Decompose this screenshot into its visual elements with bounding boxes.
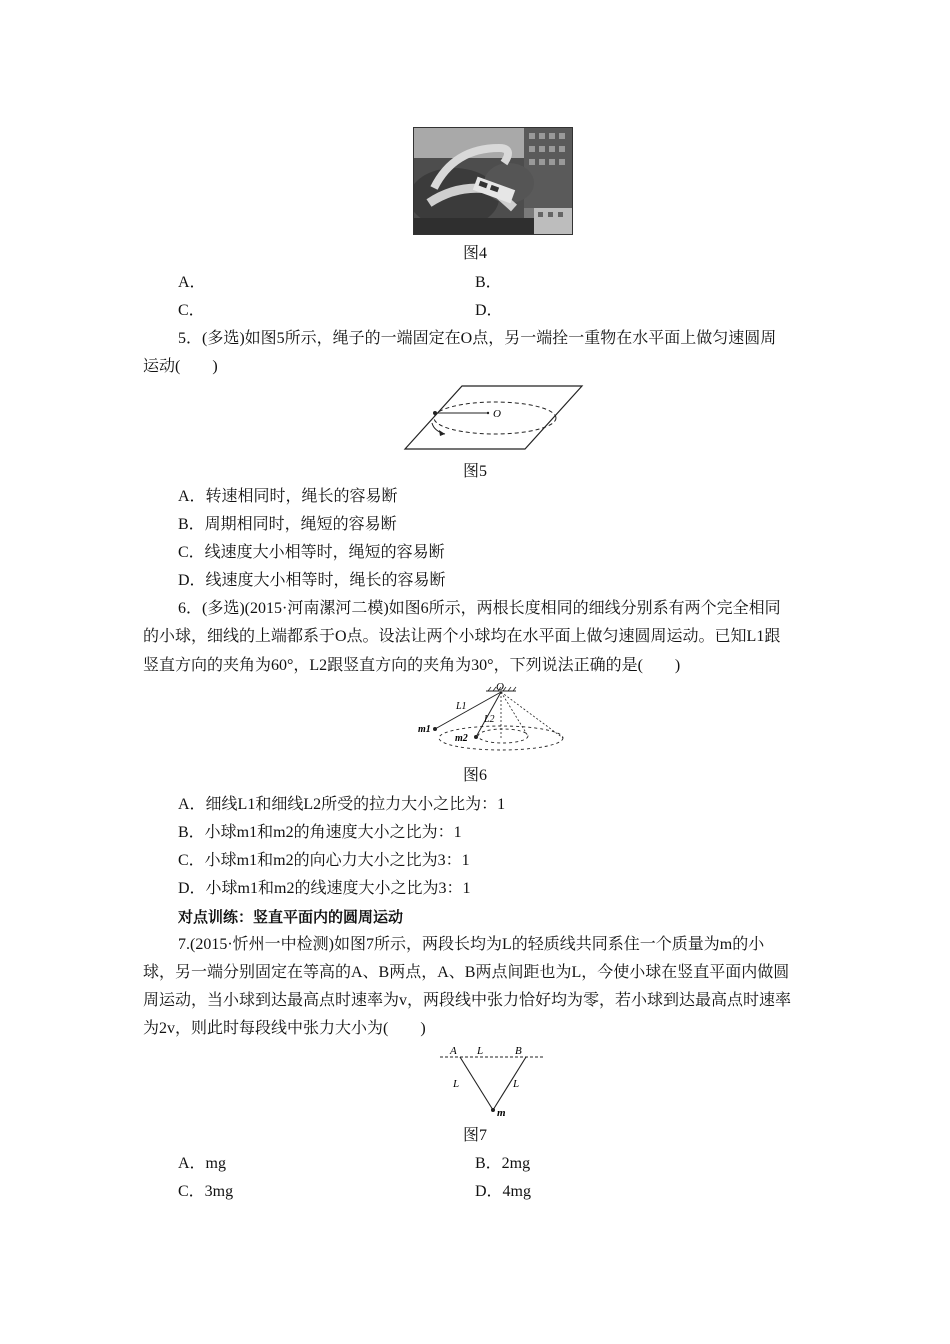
figure-7-label-l-right: L	[513, 1078, 520, 1090]
figure-6-label-m1: m1	[418, 724, 431, 735]
q5-option-c: C．线速度大小相等时，绳短的容易断	[178, 544, 445, 561]
q6-text-line-1: 6．(多选)(2015·河南漯河二模)如图6所示，两根长度相同的细线分别系有两个完全相同	[178, 600, 781, 617]
q7-option-a: A．mg	[178, 1155, 227, 1172]
q6-text-line-3: 竖直方向的夹角为60°，L2跟竖直方向的夹角为30°，下列说法正确的是( )	[143, 657, 681, 674]
q6-option-b: B．小球m1和m2的角速度大小之比为：1	[178, 824, 462, 841]
figure-5-diagram	[400, 383, 585, 453]
figure-5-label-o: O	[493, 408, 501, 420]
figure-5-caption: 图5	[462, 463, 487, 480]
figure-7-diagram	[440, 1043, 550, 1118]
figure-7-label-a: A	[450, 1045, 457, 1057]
figure-6-label-m2: m2	[455, 733, 468, 744]
q7-text-line-2: 球，另一端分别固定在等高的A、B两点，A、B两点间距也为L，今使小球在竖直平面内做圆	[143, 964, 790, 981]
q6-option-a: A．细线L1和细线L2所受的拉力大小之比为：1	[178, 796, 506, 813]
q5-text-line-1: 5．(多选)如图5所示，绳子的一端固定在O点，另一端拴一重物在水平面上做匀速圆周	[178, 330, 777, 347]
monorail-photo	[413, 127, 573, 235]
figure-6-diagram	[418, 681, 568, 756]
figure-7-label-l-left: L	[453, 1078, 460, 1090]
q7-text-line-4: 为2v，则此时每段线中张力大小为( )	[143, 1020, 426, 1037]
q7-option-c: C．3mg	[178, 1183, 234, 1200]
q5-option-b: B．周期相同时，绳短的容易断	[178, 516, 397, 533]
q5-option-a: A．转速相同时，绳长的容易断	[178, 488, 398, 505]
q7-text-line-3: 周运动，当小球到达最高点时速率为v，两段线中张力恰好均为零，若小球到达最高点时速率	[143, 992, 792, 1009]
section-heading: 对点训练：竖直平面内的圆周运动	[178, 908, 404, 926]
q6-option-d: D．小球m1和m2的线速度大小之比为3：1	[178, 880, 471, 897]
q7-text-line-1: 7.(2015·忻州一中检测)如图7所示，两段长均为L的轻质线共同系住一个质量为m的小	[178, 936, 765, 953]
q4-option-a: A．	[178, 274, 206, 291]
q7-option-d: D．4mg	[475, 1183, 532, 1200]
q4-option-b: B．	[475, 274, 502, 291]
figure-4-caption: 图4	[462, 245, 487, 262]
figure-6-caption: 图6	[462, 767, 487, 784]
figure-6-label-o: O	[496, 681, 504, 693]
q7-option-b: B．2mg	[475, 1155, 531, 1172]
figure-6-label-l2: L2	[484, 714, 495, 725]
figure-7-label-b: B	[515, 1045, 522, 1057]
figure-6-label-l1: L1	[456, 701, 467, 712]
figure-7-label-m: m	[497, 1107, 506, 1118]
figure-7-label-l-top: L	[477, 1045, 484, 1057]
q6-text-line-2: 的小球，细线的上端都系于O点。设法让两个小球均在水平面上做匀速圆周运动。已知L1跟	[143, 628, 781, 645]
q5-text-line-2: 运动( )	[143, 358, 218, 375]
q6-option-c: C．小球m1和m2的向心力大小之比为3：1	[178, 852, 470, 869]
q5-option-d: D．线速度大小相等时，绳长的容易断	[178, 572, 446, 589]
q4-option-c: C．	[178, 302, 205, 319]
figure-7-caption: 图7	[462, 1127, 487, 1144]
q4-option-d: D．	[475, 302, 503, 319]
